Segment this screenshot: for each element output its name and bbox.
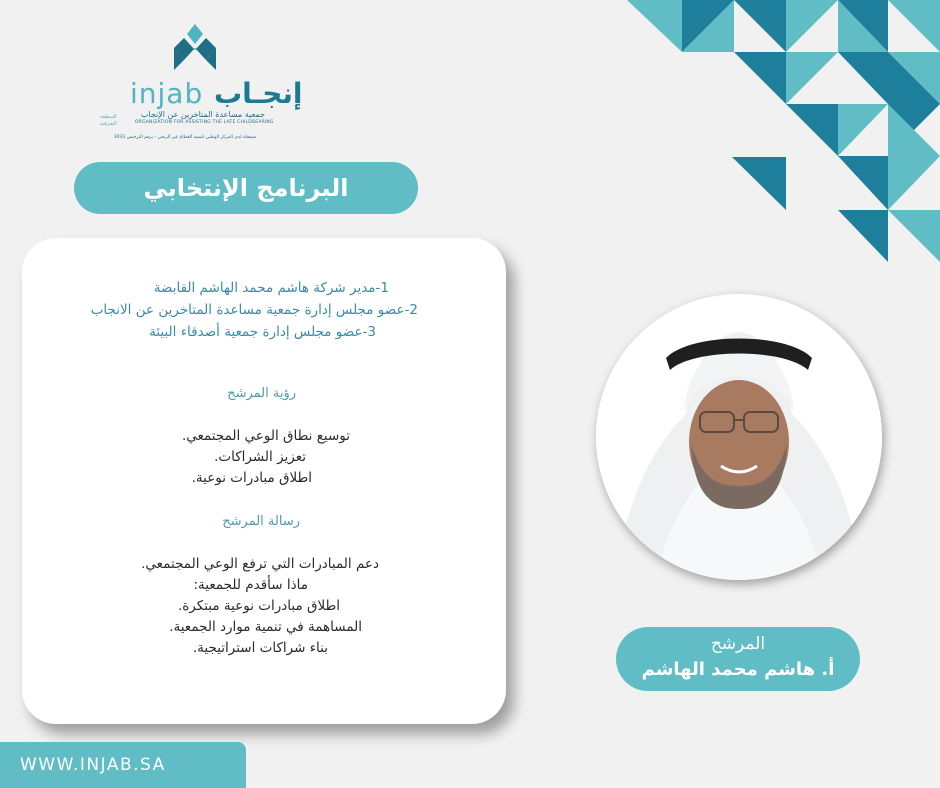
logo-license: المنطقة الشرقية [100, 114, 117, 127]
message-item: دعم المبادرات التي ترفع الوعي المجتمعي. [141, 556, 379, 572]
experience-item: 3-عضو مجلس إدارة جمعية أصدقاء البيئة [149, 324, 376, 340]
message-item: المساهمة في تنمية موارد الجمعية. [169, 619, 362, 635]
message-item: اطلاق مبادرات نوعية مبتكرة. [177, 598, 340, 614]
logo-latin: injab [130, 77, 204, 110]
message-item: بناء شراكات استراتيجية. [192, 640, 328, 656]
vision-heading: رؤية المرشح [227, 386, 296, 401]
logo-footer: مسجلة لدى المركز الوطني لتنمية القطاع غير الربحي - برقم الترخيص 3033 [113, 135, 257, 140]
candidate-pill [616, 627, 860, 691]
experience-item: 1-مدير شركة هاشم محمد الهاشم القابضة [153, 280, 389, 296]
injab-logo-icon [170, 22, 220, 74]
logo-subtitle-en: ORGANIZATION FOR ASSISTING THE LATE CHILDBEARING [135, 120, 274, 125]
candidate-photo [596, 294, 882, 580]
logo-arabic: إنجـاب [214, 77, 303, 110]
message-item: ماذا سأقدم للجمعية: [193, 577, 308, 593]
website-link[interactable]: WWW.INJAB.SA [20, 755, 166, 775]
logo-wordmark [130, 77, 303, 110]
injab-logo [100, 22, 303, 147]
message-heading: رسالة المرشح [222, 514, 300, 529]
title-pill [74, 162, 418, 214]
candidate-photo-illustration [596, 294, 882, 580]
page-title: البرنامج الإنتخابي [143, 174, 349, 202]
candidate-name: أ. هاشم محمد الهاشم [641, 659, 835, 680]
vision-item: اطلاق مبادرات نوعية. [191, 470, 312, 486]
vision-item: تعزيز الشراكات. [214, 449, 306, 465]
vision-item: توسيع نطاق الوعي المجتمعي. [181, 428, 350, 444]
experience-item: 2-عضو مجلس إدارة جمعية مساعدة المتاخرين عن الانجاب [90, 302, 418, 318]
logo-subtitle-ar: جمعية مساعدة المتاخرين عن الإنجاب [140, 110, 265, 119]
candidate-label: المرشح [710, 634, 766, 654]
website-bar [0, 742, 246, 788]
program-card [22, 238, 506, 724]
